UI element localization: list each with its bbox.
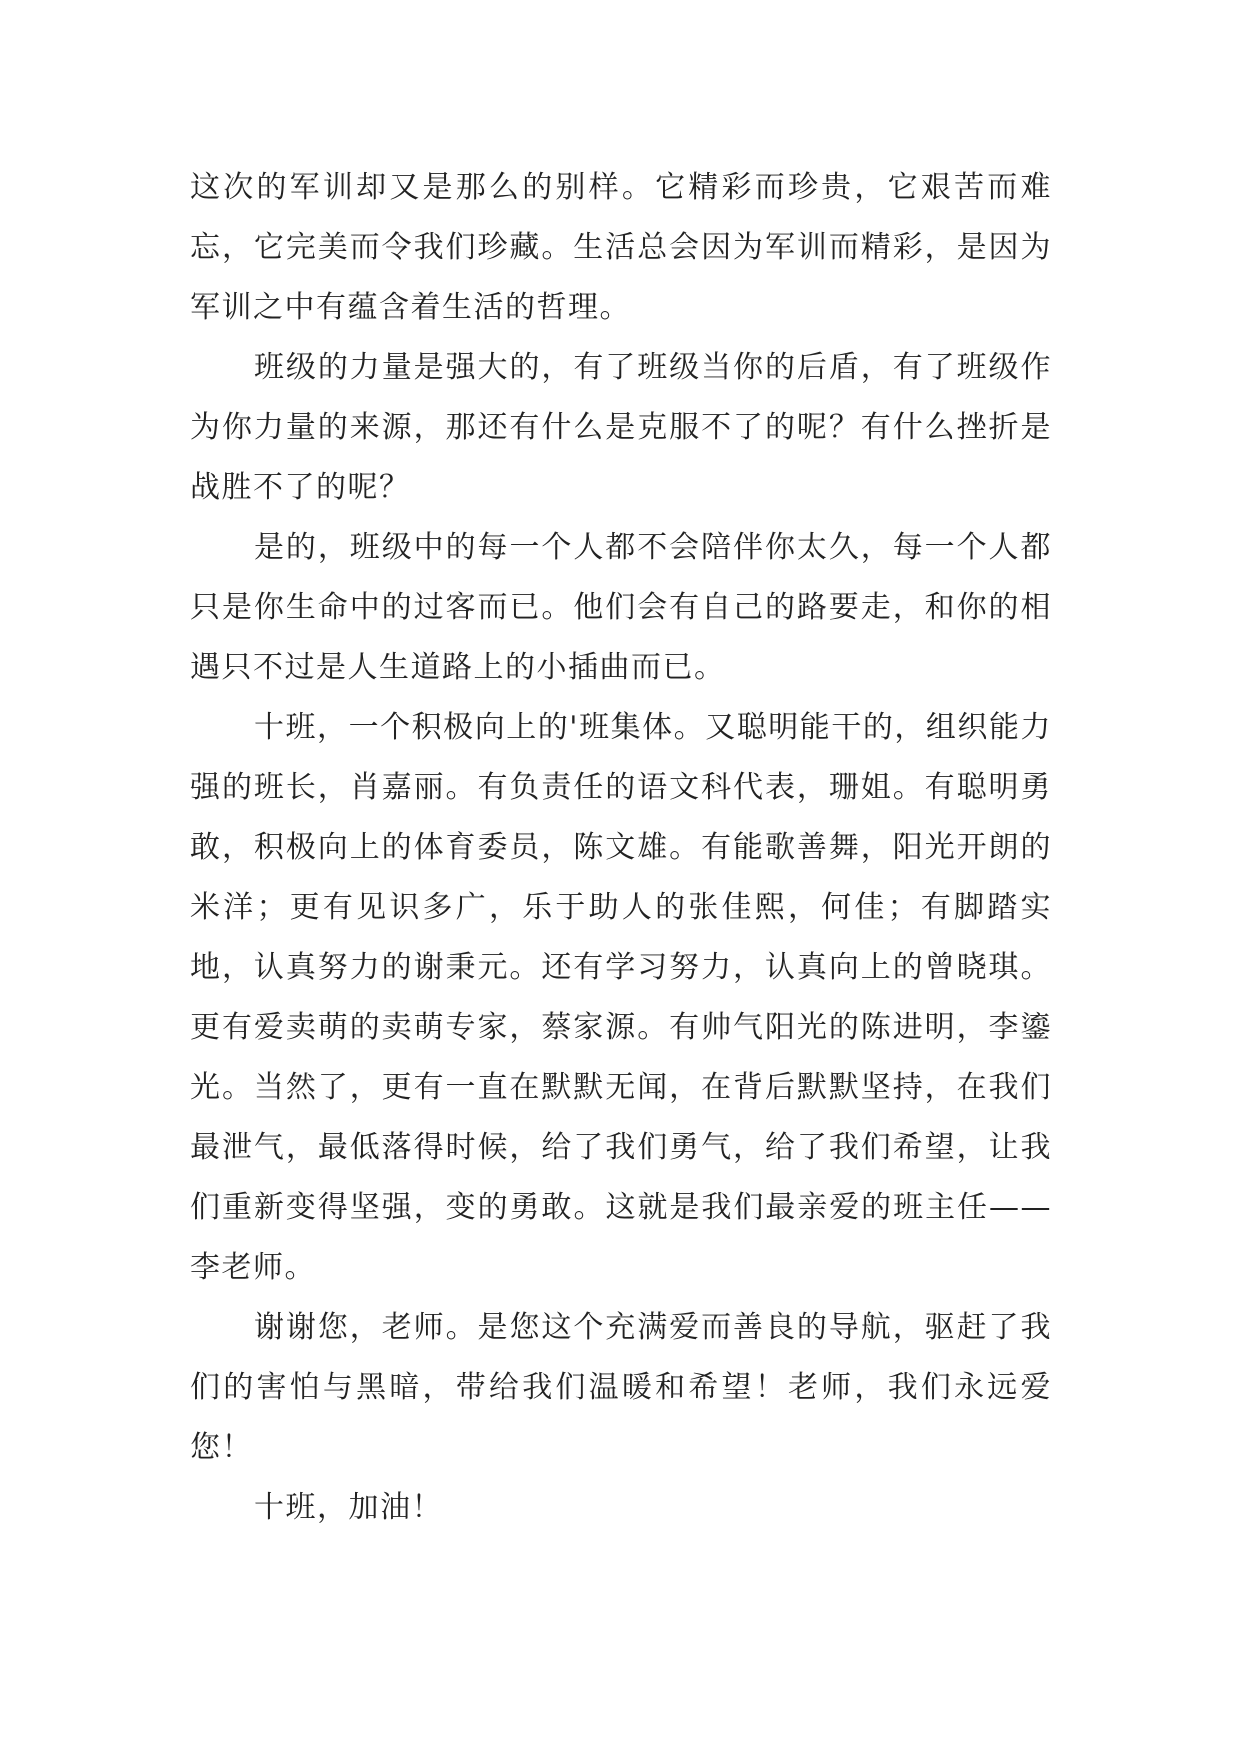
document-body — [190, 158, 1052, 1538]
paragraph-1: 这次的军训却又是那么的别样。它精彩而珍贵，它艰苦而难忘，它完美而令我们珍藏。生活总会因为军训而精彩，是因为军训之中有蕴含着生活的哲理。 — [190, 170, 1052, 325]
paragraph-5: 谢谢您，老师。是您这个充满爱而善良的导航，驱赶了我们的害怕与黑暗，带给我们温暖和希望！老师，我们永远爱您！ — [190, 1310, 1052, 1465]
paragraph-4: 十班，一个积极向上的'班集体。又聪明能干的，组织能力强的班长，肖嘉丽。有负责任的语文科代表，珊姐。有聪明勇敢，积极向上的体育委员，陈文雄。有能歌善舞，阳光开朗的米洋；更有见识多广，乐于助人的张佳熙，何佳；有脚踏实地，认真努力的谢秉元。还有学习努力，认真向上的曾晓琪。更有爱卖萌的卖萌专家，蔡家源。有帅气阳光的陈进明，李鎏光。当然了，更有一直在默默无闻，在背后默默坚持，在我们最泄气，最低落得时候，给了我们勇气，给了我们希望，让我们重新变得坚强，变的勇敢。这就是我们最亲爱的班主任——李老师。 — [190, 710, 1052, 1285]
paragraph-2: 班级的力量是强大的，有了班级当你的后盾，有了班级作为你力量的来源，那还有什么是克服不了的呢？有什么挫折是战胜不了的呢？ — [190, 350, 1052, 505]
paragraph-6: 十班，加油！ — [254, 1490, 443, 1525]
paragraph-3: 是的，班级中的每一个人都不会陪伴你太久，每一个人都只是你生命中的过客而已。他们会有自己的路要走，和你的相遇只不过是人生道路上的小插曲而已。 — [190, 530, 1052, 685]
